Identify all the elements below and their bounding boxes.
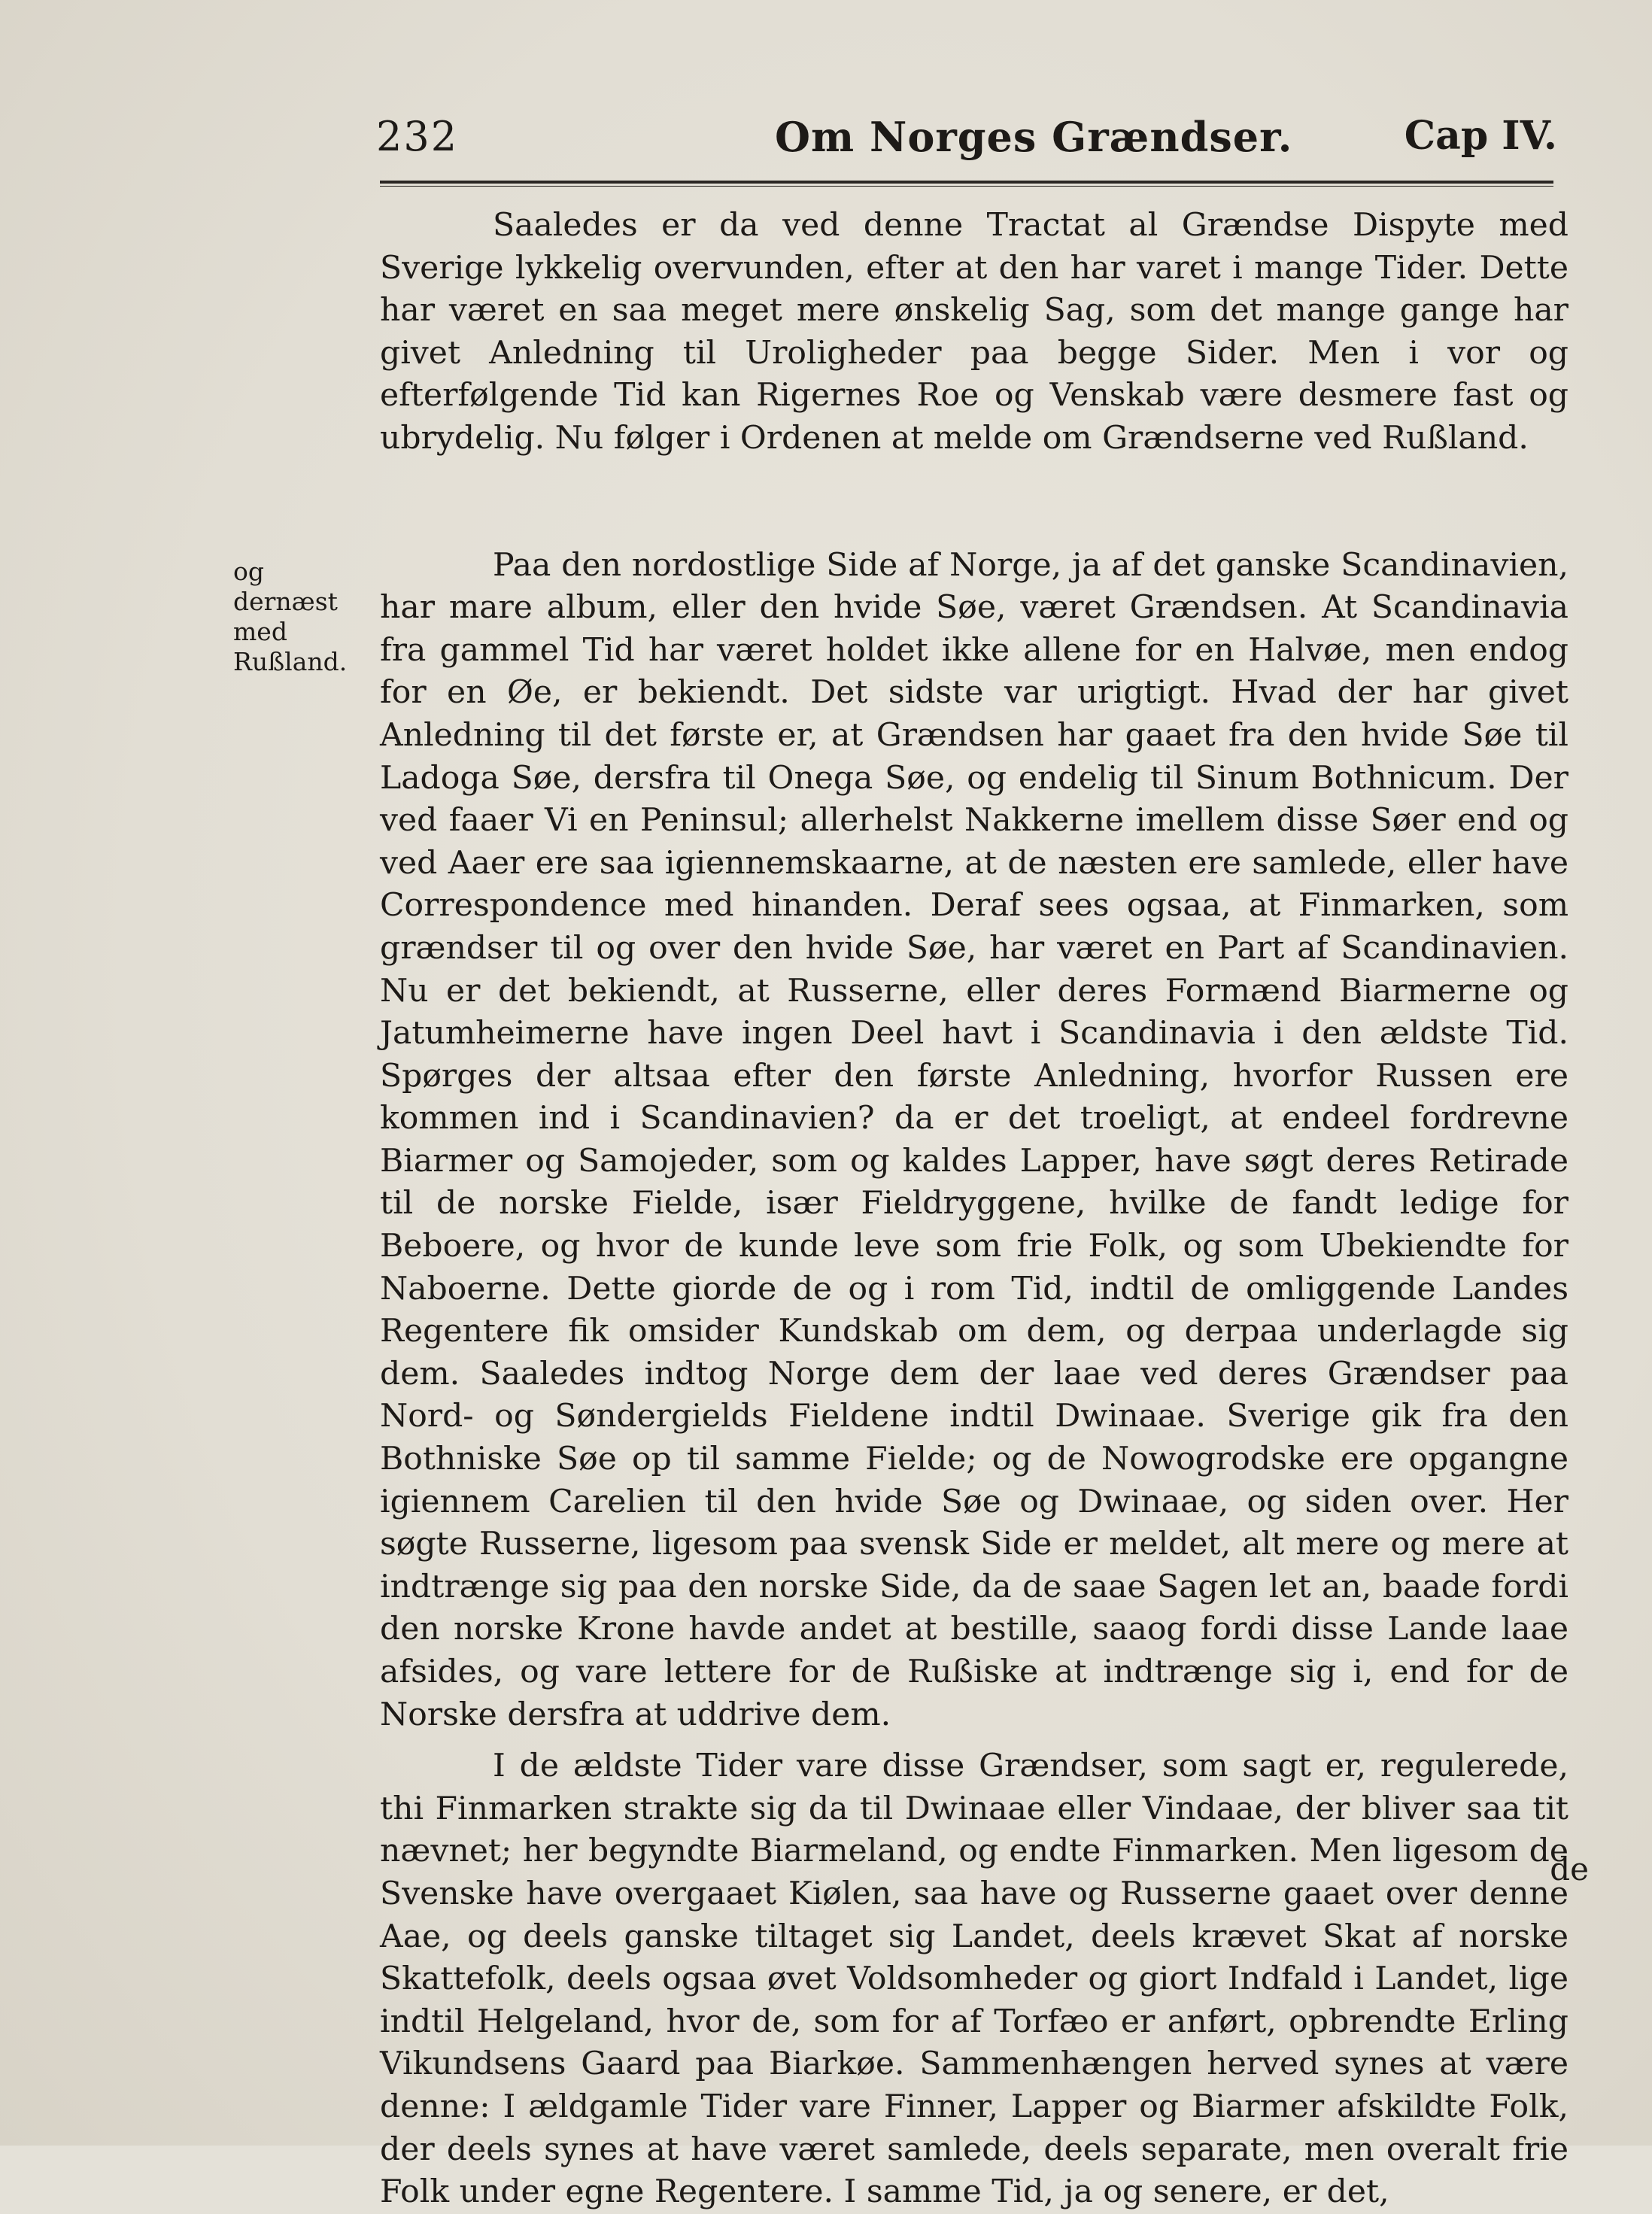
header-rule — [380, 181, 1553, 187]
paragraph: Paa den nordostlige Side af Norge, ja af det ganske Scandinavien, har mare album, eller den hvide Søe, været Grændsen. At Scandinavia fra gammel Tid har været holdet ikke allene for en Halvøe, men endog for en Øe, er bekiendt. Det sidste var urigtigt. Hvad der har givet Anledning til det første er, at Grændsen har gaaet fra den hvide Søe til Ladoga Søe, dersfra til Onega Søe, og endelig til Sinum Bothnicum. Der ved faaer Vi en Peninsul; allerhelst Nakkerne imellem disse Søer end og ved Aaer ere saa igiennemskaarne, at de næsten ere samlede, eller have Correspondence med hinanden. Deraf sees ogsaa, at Finmarken, som grændser til og over den hvide Søe, har været en Part af Scandinavien. Nu er det bekiendt, at Russerne, eller deres Formænd Biarmerne og Jatumheimerne have ingen Deel havt i Scandinavia i den ældste Tid. Spørges der altsaa efter den første Anledning, hvorfor Russen ere kommen ind i Scandinavien? da er det troeligt, at endeel fordrevne Biarmer og Samojeder, som og kaldes Lapper, have søgt deres Retirade til de norske Fielde, især Fieldryggene, hvilke de fandt ledige for Beboere, og hvor de kunde leve som frie Folk, og som Ubekiendte for Naboerne. Dette giorde de og i rom Tid, indtil de omliggende Landes Regentere fik omsider Kundskab om dem, og derpaa underlagde sig dem. Saaledes indtog Norge dem der laae ved deres Grændser paa Nord- og Søndergields Fieldene indtil Dwinaae. Sverige gik fra den Bothniske Søe op til samme Fielde; og de Nowogrodske ere opgangne igiennem Carelien til den hvide Søe og Dwinaae, og siden over. Her søgte Russerne, ligesom paa svensk Side er meldet, alt mere og mere at indtrænge sig paa den norske Side, da de saae Sagen let an, baade fordi den norske Krone havde andet at bestille, saaog fordi disse Lande laae afsides, og vare lettere for de Rußiske at indtrænge sig i, end for de Norske dersfra at uddrive dem. — [380, 546, 1568, 1733]
margin-note: og dernæst med Rußland. — [233, 557, 348, 676]
page-header — [376, 113, 1557, 173]
paragraph: I de ældste Tider vare disse Grændser, som sagt er, regulerede, thi Finmarken strakte sig da til Dwinaae eller Vindaae, der bliver saa tit nævnet; her begyndte Biarmeland, og endte Finmarken. Men ligesom de Svenske have overgaaet Kiølen, saa have og Russerne gaaet over denne Aae, og deels ganske tiltaget sig Landet, deels krævet Skat af norske Skattefolk, deels ogsaa øvet Voldsomheder og giort Indfald i Landet, lige indtil Helgeland, hvor de, som for af Torfæo er anført, opbrendte Erling Vikundsens Gaard paa Biarkøe. Sammenhængen herved synes at være denne: I ældgamle Tider vare Finner, Lapper og Biarmer afskildte Folk, der deels synes at have været samlede, deels separate, men overalt frie Folk under egne Regentere. I samme Tid, ja og senere, er det, — [380, 1748, 1568, 2211]
page-number: 232 — [376, 113, 459, 160]
running-title: Om Norges Grændser. — [775, 113, 1293, 161]
body-text — [380, 205, 1568, 2214]
chapter-label: Cap IV. — [1404, 113, 1557, 159]
catchword: de — [1550, 1851, 1589, 1888]
paragraph: Saaledes er da ved denne Tractat al Grændse Dispyte med Sverige lykkelig overvunden, efter at den har varet i mange Tider. Dette har været en saa meget mere ønskelig Sag, som det mange gange har givet Anledning til Uroligheder paa begge Sider. Men i vor og efterfølgende Tid kan Rigernes Roe og Venskab være desmere fast og ubrydelig. Nu følger i Ordenen at melde om Grændserne ved Rußland. — [380, 207, 1568, 457]
